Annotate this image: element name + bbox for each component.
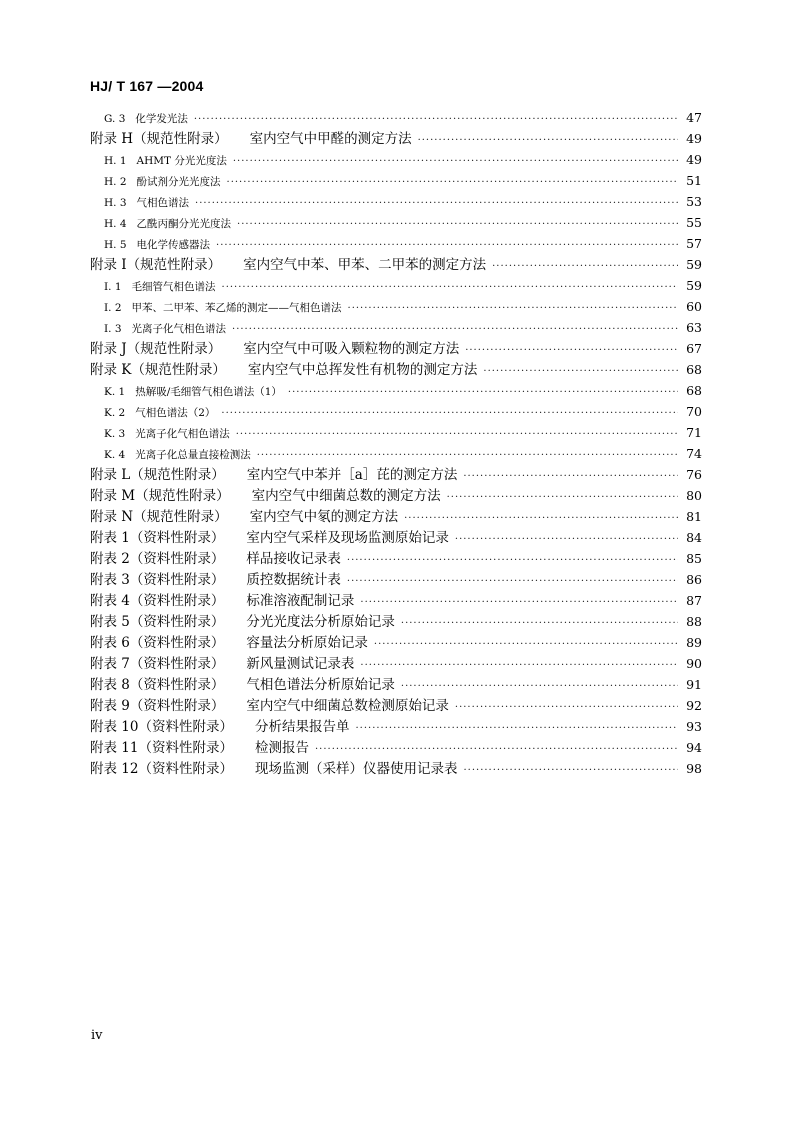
toc-entry-page: 84 xyxy=(686,530,702,545)
toc-entry-number: 附表 12（资料性附录） xyxy=(90,761,233,777)
page-number: iv xyxy=(91,1028,103,1043)
toc-entry[interactable] xyxy=(90,653,702,674)
toc-entry-number: H. 2 xyxy=(104,176,127,188)
toc-leader-dots xyxy=(195,193,678,214)
toc-entry-number: K. 1 xyxy=(104,386,126,398)
toc-leader-dots xyxy=(347,571,678,592)
toc-leader-dots xyxy=(463,760,678,781)
toc-entry-page: 86 xyxy=(686,572,702,587)
toc-entry-number: 附表 9（资料性附录） xyxy=(90,698,225,714)
toc-leader-dots xyxy=(418,130,678,151)
toc-leader-dots xyxy=(194,109,678,130)
toc-entry[interactable] xyxy=(90,674,702,695)
toc-entry[interactable] xyxy=(90,737,702,758)
toc-entry-page: 91 xyxy=(686,677,702,692)
toc-entry[interactable] xyxy=(90,191,702,212)
toc-entry-page: 51 xyxy=(686,173,702,188)
toc-entry-title: 室内空气中苯并［a］芘的测定方法 xyxy=(246,467,458,483)
toc-entry-title: 标准溶液配制记录 xyxy=(246,593,355,609)
toc-entry[interactable] xyxy=(90,758,702,779)
toc-entry[interactable] xyxy=(90,401,702,422)
toc-leader-dots xyxy=(221,403,678,424)
toc-entry-page: 88 xyxy=(686,614,702,629)
toc-entry-title: 光离子化总量直接检测法 xyxy=(135,449,251,461)
toc-entry[interactable] xyxy=(90,695,702,716)
toc-entry-title: 分光光度法分析原始记录 xyxy=(246,614,395,630)
toc-entry-number: K. 3 xyxy=(104,428,126,440)
toc-entry-page: 60 xyxy=(686,299,702,314)
toc-entry-page: 98 xyxy=(686,761,702,776)
toc-entry[interactable] xyxy=(90,317,702,338)
toc-entry-number: K. 2 xyxy=(104,407,126,419)
toc-entry-number: 附表 1（资料性附录） xyxy=(90,530,225,546)
toc-entry-page: 68 xyxy=(686,362,702,377)
toc-entry-page: 85 xyxy=(686,551,702,566)
toc-entry[interactable] xyxy=(90,380,702,401)
toc-entry-title: 室内空气中细菌总数检测原始记录 xyxy=(246,698,449,714)
toc-entry[interactable] xyxy=(90,632,702,653)
toc-entry-number: H. 1 xyxy=(104,155,127,167)
toc-leader-dots xyxy=(455,529,678,550)
toc-entry-page: 47 xyxy=(686,110,702,125)
toc-entry-number: 附表 6（资料性附录） xyxy=(90,635,225,651)
toc-entry[interactable] xyxy=(90,422,702,443)
toc-leader-dots xyxy=(232,319,678,340)
toc-leader-dots xyxy=(374,634,678,655)
toc-entry[interactable] xyxy=(90,296,702,317)
toc-entry-number: I. 1 xyxy=(104,281,122,293)
toc-entry-title: 室内空气中甲醛的测定方法 xyxy=(249,131,412,147)
toc-entry[interactable] xyxy=(90,338,702,359)
toc-entry-page: 68 xyxy=(686,383,702,398)
toc-entry-page: 92 xyxy=(686,698,702,713)
toc-entry-title: 室内空气中苯、甲苯、二甲苯的测定方法 xyxy=(243,257,487,273)
toc-leader-dots xyxy=(233,151,678,172)
toc-entry[interactable] xyxy=(90,569,702,590)
toc-entry-title: 气相色谱法分析原始记录 xyxy=(246,677,395,693)
toc-entry-title: 热解吸/毛细管气相色谱法（1） xyxy=(135,386,282,398)
toc-entry-page: 55 xyxy=(686,215,702,230)
toc-entry[interactable] xyxy=(90,212,702,233)
toc-entry-title: 质控数据统计表 xyxy=(246,572,341,588)
toc-entry-title: 光离子化气相色谱法 xyxy=(131,323,227,335)
toc-entry-number: H. 4 xyxy=(104,218,127,230)
toc-entry-page: 80 xyxy=(686,488,702,503)
toc-entry-title: 检测报告 xyxy=(254,740,309,756)
toc-leader-dots xyxy=(216,235,678,256)
toc-leader-dots xyxy=(360,592,678,613)
toc-entry-title: 乙酰丙酮分光光度法 xyxy=(136,218,232,230)
toc-entry-number: 附录 K（规范性附录） xyxy=(90,362,226,378)
toc-entry-title: 样品接收记录表 xyxy=(246,551,341,567)
toc-leader-dots xyxy=(465,340,678,361)
toc-entry-title: 光离子化气相色谱法 xyxy=(135,428,230,440)
toc-entry-page: 49 xyxy=(686,152,702,167)
toc-entry-page: 49 xyxy=(686,131,702,146)
toc-leader-dots xyxy=(347,550,678,571)
toc-entry-number: 附表 5（资料性附录） xyxy=(90,614,225,630)
toc-entry-number: 附表 10（资料性附录） xyxy=(90,719,233,735)
toc-leader-dots xyxy=(483,361,678,382)
toc-entry[interactable] xyxy=(90,443,702,464)
toc-leader-dots xyxy=(257,445,678,466)
toc-leader-dots xyxy=(236,424,678,445)
toc-entry-page: 81 xyxy=(686,509,702,524)
toc-entry[interactable] xyxy=(90,464,702,485)
toc-entry[interactable] xyxy=(90,149,702,170)
toc-entry[interactable] xyxy=(90,716,702,737)
toc-leader-dots xyxy=(222,277,678,298)
toc-entry-number: K. 4 xyxy=(104,449,126,461)
toc-leader-dots xyxy=(348,298,678,319)
toc-leader-dots xyxy=(237,214,678,235)
toc-entry[interactable] xyxy=(90,527,702,548)
toc-entry-number: 附表 2（资料性附录） xyxy=(90,551,225,567)
toc-entry[interactable] xyxy=(90,506,702,527)
toc-entry-number: 附录 J（规范性附录） xyxy=(90,341,222,357)
toc-entry-number: 附表 8（资料性附录） xyxy=(90,677,225,693)
toc-entry-number: I. 3 xyxy=(104,323,122,335)
toc-entry[interactable] xyxy=(90,275,702,296)
toc-entry-number: 附表 11（资料性附录） xyxy=(90,740,233,756)
toc-entry[interactable] xyxy=(90,233,702,254)
toc-entry-title: 分析结果报告单 xyxy=(254,719,350,735)
toc-entry-page: 76 xyxy=(686,467,702,482)
toc-entry-page: 59 xyxy=(686,257,702,272)
toc-entry[interactable] xyxy=(90,590,702,611)
toc-entry-title: 化学发光法 xyxy=(135,113,188,125)
toc-entry-number: H. 3 xyxy=(104,197,127,209)
toc-entry-title: 气相色谱法 xyxy=(136,197,190,209)
toc-entry[interactable] xyxy=(90,548,702,569)
toc-leader-dots xyxy=(463,466,678,487)
toc-entry-title: 室内空气中细菌总数的测定方法 xyxy=(251,488,441,504)
toc-entry-title: 酚试剂分光光度法 xyxy=(136,176,221,188)
toc-entry[interactable] xyxy=(90,128,702,149)
toc-entry-title: 室内空气中可吸入颗粒物的测定方法 xyxy=(243,341,460,357)
toc-entry-page: 94 xyxy=(686,740,702,755)
toc-entry[interactable] xyxy=(90,107,702,128)
toc-leader-dots xyxy=(401,613,678,634)
toc-entry-page: 74 xyxy=(686,446,702,461)
toc-leader-dots xyxy=(447,487,678,508)
toc-entry-number: 附录 H（规范性附录） xyxy=(90,131,228,147)
toc-entry-title: 气相色谱法（2） xyxy=(135,407,216,419)
toc-entry-number: 附录 N（规范性附录） xyxy=(90,509,228,525)
toc-entry-page: 57 xyxy=(686,236,702,251)
toc-entry[interactable] xyxy=(90,359,702,380)
toc-leader-dots xyxy=(401,676,678,697)
toc-leader-dots xyxy=(360,655,678,676)
toc-entry-number: 附录 L（规范性附录） xyxy=(90,467,225,483)
toc-entry-number: 附表 3（资料性附录） xyxy=(90,572,225,588)
toc-leader-dots xyxy=(315,739,678,760)
toc-entry-number: H. 5 xyxy=(104,239,127,251)
table-of-contents xyxy=(90,107,702,779)
toc-leader-dots xyxy=(288,382,678,403)
toc-entry-title: 毛细管气相色谱法 xyxy=(131,281,216,293)
toc-entry-page: 90 xyxy=(686,656,702,671)
toc-entry-title: 甲苯、二甲苯、苯乙烯的测定——气相色谱法 xyxy=(131,302,342,314)
toc-leader-dots xyxy=(455,697,678,718)
toc-entry-page: 59 xyxy=(686,278,702,293)
toc-leader-dots xyxy=(404,508,678,529)
toc-entry-page: 71 xyxy=(686,425,702,440)
standard-header: HJ/ T 167 —2004 xyxy=(90,78,204,94)
toc-leader-dots xyxy=(355,718,678,739)
toc-entry[interactable] xyxy=(90,485,702,506)
toc-entry-page: 93 xyxy=(686,719,702,734)
toc-entry[interactable] xyxy=(90,254,702,275)
toc-entry-title: 现场监测（采样）仪器使用记录表 xyxy=(254,761,458,777)
toc-entry-page: 63 xyxy=(686,320,702,335)
toc-entry-number: 附表 7（资料性附录） xyxy=(90,656,225,672)
toc-entry-title: 新风量测试记录表 xyxy=(246,656,355,672)
toc-entry-number: G. 3 xyxy=(104,113,126,125)
toc-entry-page: 67 xyxy=(686,341,702,356)
toc-leader-dots xyxy=(227,172,678,193)
toc-leader-dots xyxy=(492,256,678,277)
toc-entry-page: 53 xyxy=(686,194,702,209)
toc-entry-page: 87 xyxy=(686,593,702,608)
toc-entry-number: 附录 M（规范性附录） xyxy=(90,488,230,504)
toc-entry-number: I. 2 xyxy=(104,302,122,314)
toc-entry-number: 附表 4（资料性附录） xyxy=(90,593,225,609)
toc-entry-title: 电化学传感器法 xyxy=(136,239,211,251)
toc-entry-title: 室内空气中氡的测定方法 xyxy=(249,509,399,525)
toc-entry-number: 附录 I（规范性附录） xyxy=(90,257,222,273)
toc-entry[interactable] xyxy=(90,611,702,632)
toc-entry-page: 70 xyxy=(686,404,702,419)
toc-entry[interactable] xyxy=(90,170,702,191)
toc-entry-title: 室内空气采样及现场监测原始记录 xyxy=(246,530,449,546)
toc-entry-title: 容量法分析原始记录 xyxy=(246,635,368,651)
toc-entry-page: 89 xyxy=(686,635,702,650)
toc-entry-title: 室内空气中总挥发性有机物的测定方法 xyxy=(247,362,478,378)
toc-entry-title: AHMT 分光光度法 xyxy=(136,155,227,167)
